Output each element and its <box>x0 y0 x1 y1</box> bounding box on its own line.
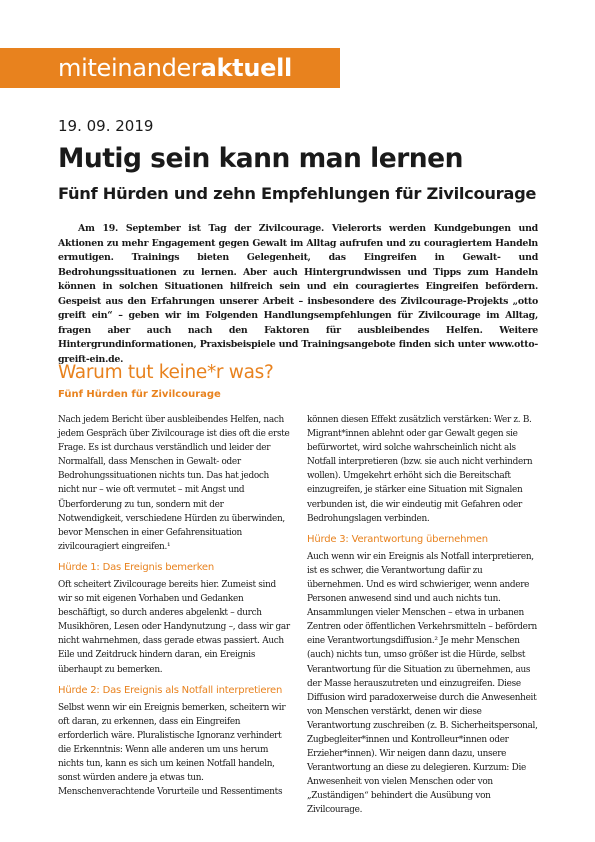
brand-banner <box>0 48 340 88</box>
section-subtitle: Fünf Hürden für Zivilcourage <box>58 389 221 400</box>
intro-block <box>58 222 538 367</box>
page-title: Mutig sein kann man lernen <box>58 143 463 174</box>
brand-suffix: aktuell <box>200 54 292 82</box>
paragraph: Nach jedem Bericht über ausbleibendes Helfen, nach jedem Gespräch über Zivilcourage ist dies oft die erste Frage. Es ist durchaus verständlich und leider der Normalfall, dass Menschen in Gewalt- oder Bedrohungssituationen nichts tun. Das hat jedoch nicht nur – wie oft vermutet – mit Angst und Überforderung zu tun, sondern mit der Notwendigkeit, verschiedene Hürden zu überwinden, bevor Menschen in einer Gefahrensituation zivilcouragiert eingreifen.¹ <box>58 415 290 552</box>
section-title: Warum tut keine*r was? <box>58 362 274 383</box>
page-subtitle: Fünf Hürden und zehn Empfehlungen für Zivilcourage <box>58 184 537 203</box>
paragraph: Oft scheitert Zivilcourage bereits hier. Zumeist sind wir so mit eigenen Vorhaben und Gedanken beschäftigt, so durch anderes abgelenkt – durch Musikhören, Lesen oder Handynutzung –, dass wir gar nicht wahrnehmen, dass gerade etwas passiert. Auch Eile und Zeitdruck hindern daran, ein Ereignis überhaupt zu bemerken. <box>58 579 290 675</box>
hurdle-3-heading: Hürde 3: Verantwortung übernehmen <box>307 533 488 545</box>
paragraph: können diesen Effekt zusätzlich verstärken: Wer z. B. Migrant*innen ablehnt oder gar Gewalt gegen sie befürwortet, wird solche wahrscheinlich nicht als Notfall interpretieren (bzw. sie auch nicht verhindern wollen). Umgekehrt erhöht sich die Bereitschaft einzugreifen, je stärker eine Situation mit Signalen verbunden ist, die wir eindeutig mit Gefahren oder Bedrohungslagen verbinden. <box>307 415 533 524</box>
publication-date: 19. 09. 2019 <box>58 117 154 135</box>
hurdle-1-heading: Hürde 1: Das Ereignis bemerken <box>58 561 215 573</box>
intro-text: Am 19. September ist Tag der Zivilcourage. Vielerorts werden Kundgebungen und Aktionen zu mehr Engagement gegen Gewalt im Alltag aufrufen und zu couragiertem Handeln ermutigen. Trainings bieten Gelegenheit, das Eingreifen in Gewalt- und Bedrohungssituationen zu lernen. Aber auch Hintergrundwissen und Tipps zum Handeln können in solchen Situationen hilfreich sein und ein couragiertes Eingreifen befördern. Gespeist aus den Erfahrungen unserer Arbeit – insbesondere des Zivilcourage-Projekts „otto greift ein“ – geben wir im Folgenden Handlungsempfehlungen für Zivilcourage im Alltag, fragen aber auch nach den Faktoren für ausbleibendes Helfen. Weitere Hintergrundinformationen, Praxisbeispiele und Trainingsangebote finden sich unter www.otto-greift-ein.de. <box>58 223 538 365</box>
brand-prefix: miteinander <box>58 54 201 82</box>
left-column <box>58 413 290 799</box>
hurdle-2-heading: Hürde 2: Das Ereignis als Notfall interpretieren <box>58 684 283 696</box>
paragraph: Auch wenn wir ein Ereignis als Notfall interpretieren, ist es schwer, die Verantwortung dafür zu übernehmen. Und es wird schwieriger, wenn andere Personen anwesend sind und auch nichts tun. Ansammlungen vieler Menschen – etwa in urbanen Zentren oder öffentlichen Verkehrsmitteln – befördern eine Verantwortungsdiffusion.² Je mehr Menschen (auch) nichts tun, umso größer ist die Hürde, selbst Verantwortung für die Situation zu übernehmen, aus der Masse herauszutreten und einzugreifen. Diese Diffusion wird paradoxerweise durch die Anwesenheit von Menschen verstärkt, denen wir diese Verantwortung zuschreiben (z. B. Sicherheitspersonal, Zugbegleiter*innen und Kontrolleur*innen oder Erzieher*innen). Wir neigen dann dazu, unsere Verantwortung an diese zu delegieren. Kurzum: Die Anwesenheit von vielen Menschen oder von „Zuständigen“ behindert die Ausübung von Zivilcourage. <box>307 551 538 816</box>
paragraph: Selbst wenn wir ein Ereignis bemerken, scheitern wir oft daran, zu erkennen, dass ein Eingreifen erforderlich wäre. Pluralistische Ignoranz verhindert die Erkenntnis: Wenn alle anderen um uns herum nichts tun, kann es sich um keinen Notfall handeln, sonst würden andere ja etwas tun. Menschenverachtende Vorurteile und Ressentiments <box>58 702 286 798</box>
right-column <box>307 413 539 818</box>
